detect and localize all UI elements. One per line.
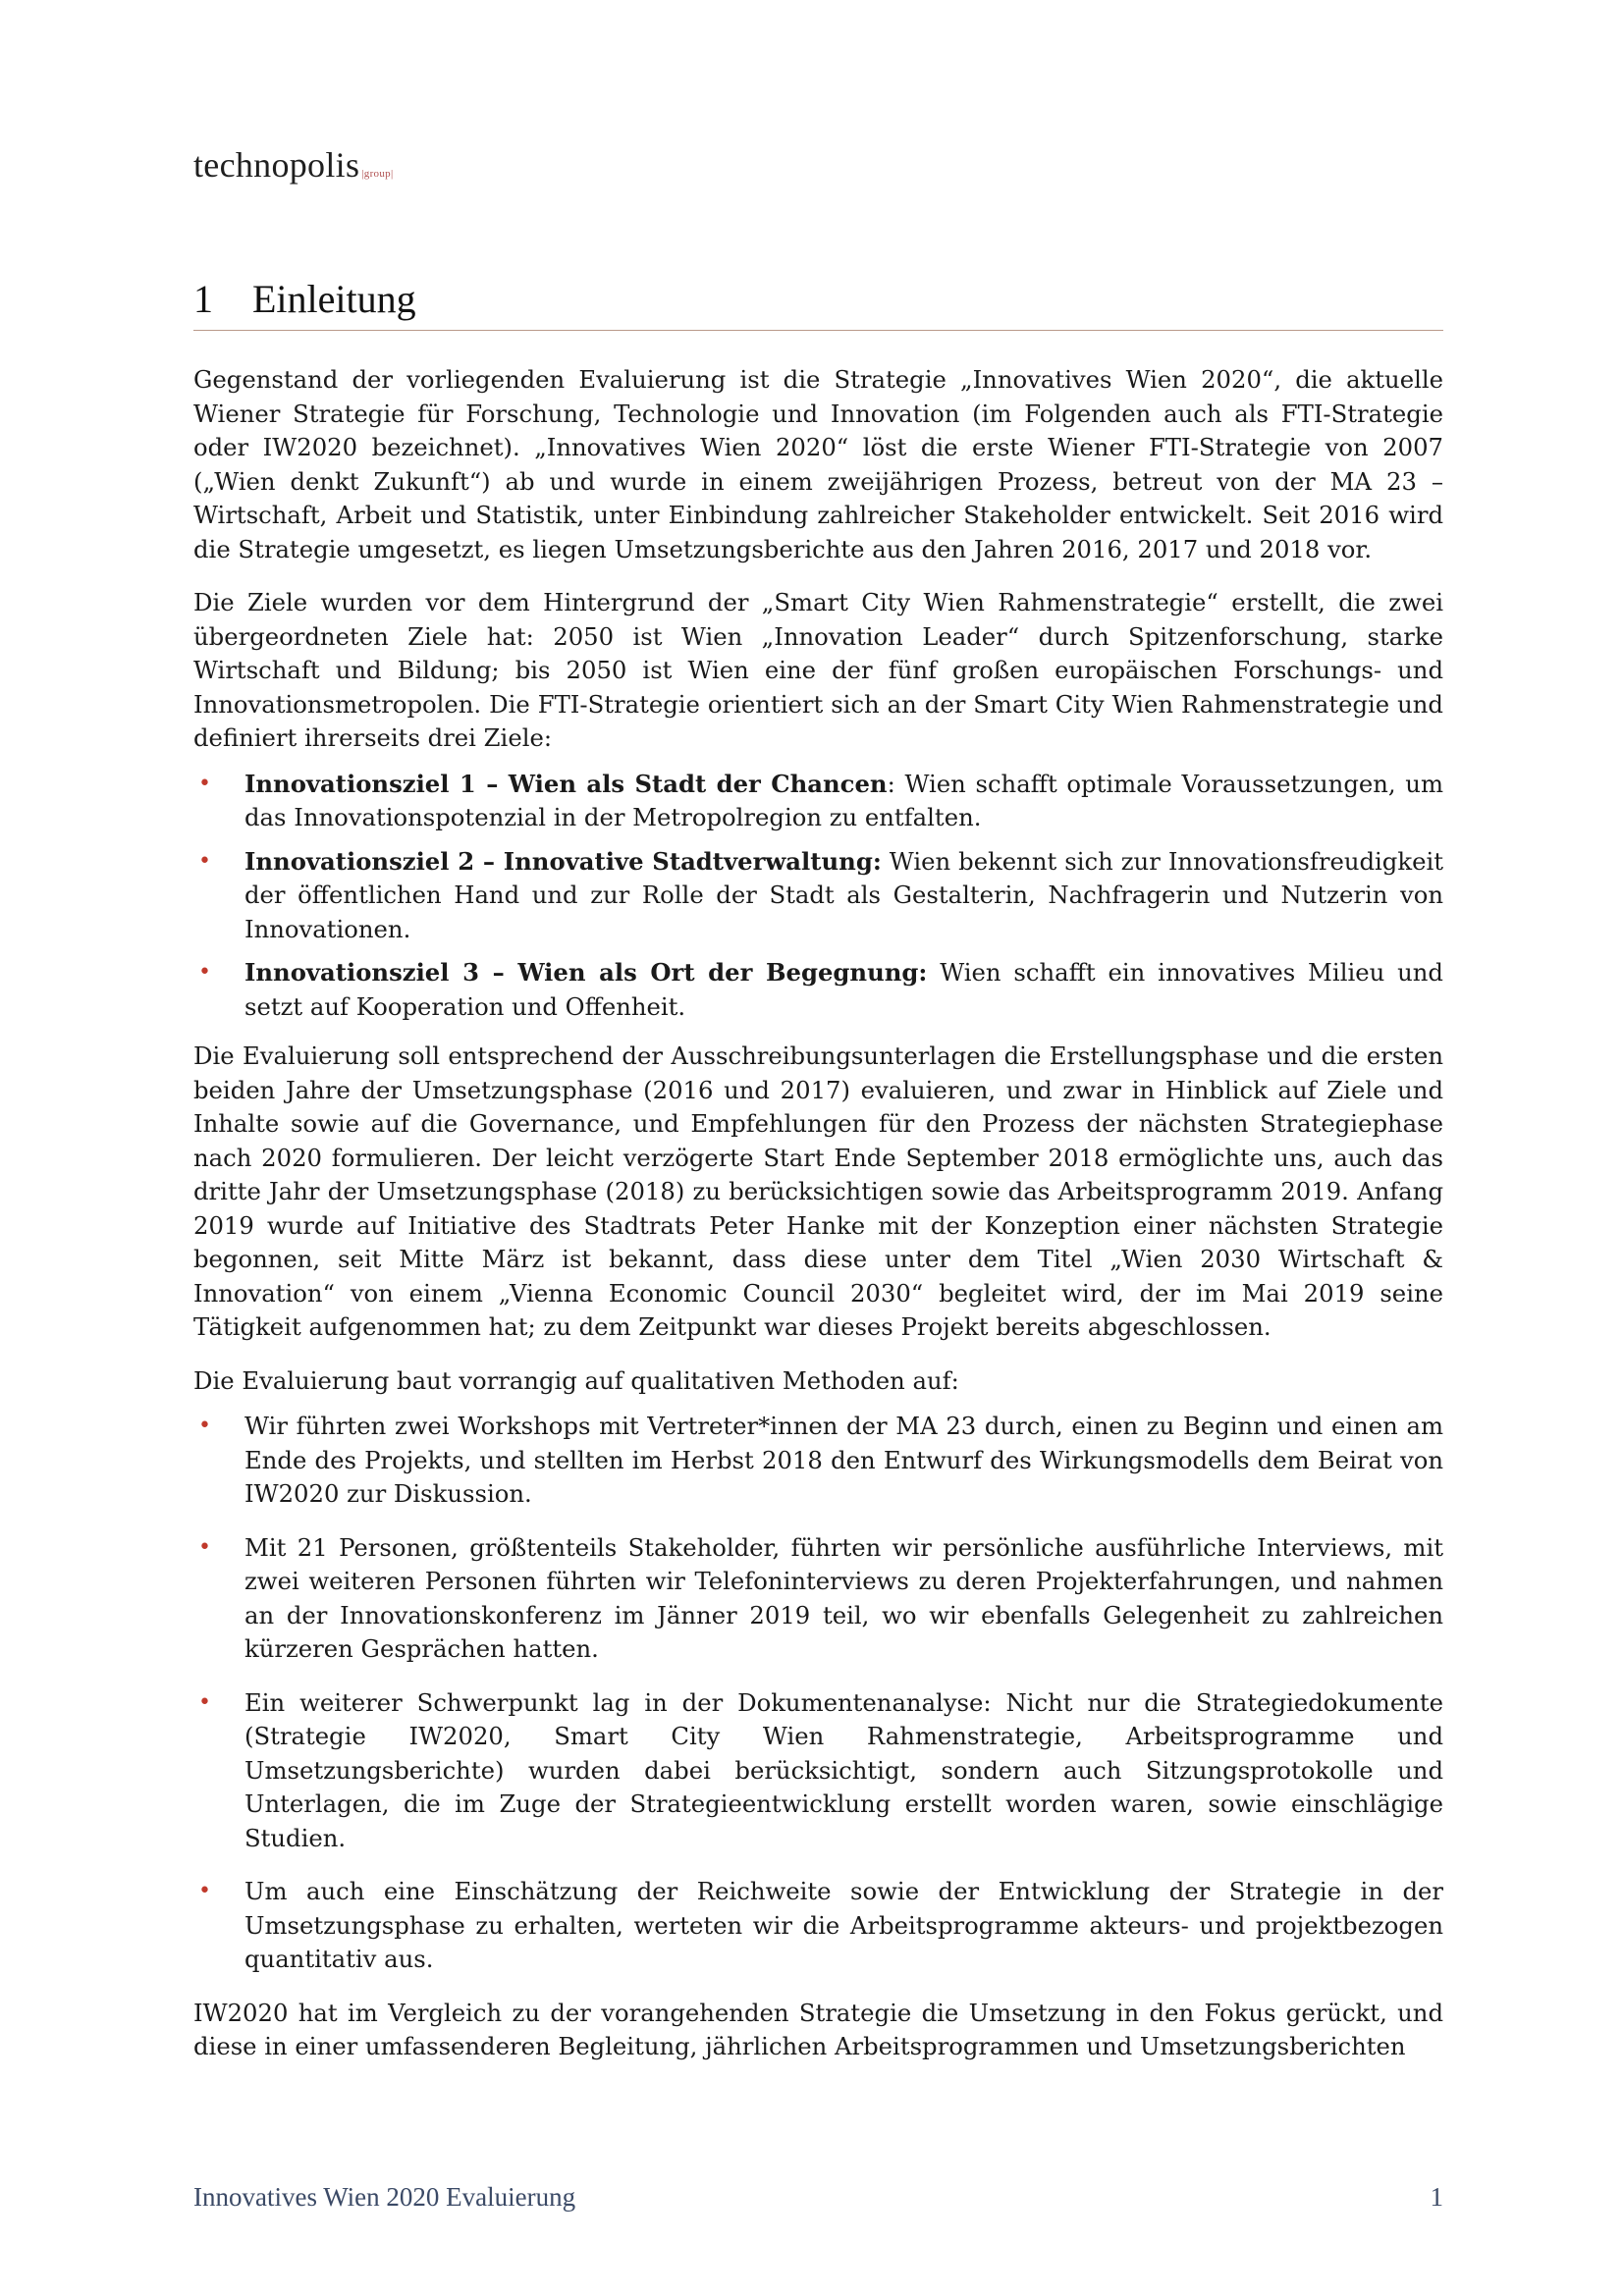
paragraph-implementation: IW2020 hat im Vergleich zu der vorangehenden Strategie die Umsetzung in den Fokus gerückt, und diese in einer umfassenderen Begleitung, jährlichen Arbeitsprogrammen und Umsetzungsberichten [193, 1998, 1443, 2060]
footer-title: Innovatives Wien 2020 Evaluierung [193, 2182, 576, 2212]
paragraph-intro: Gegenstand der vorliegenden Evaluierung ist die Strategie „Innovatives Wien 2020“, die aktuelle Wiener Strategie für Forschung, Technologie und Innovation (im Folgenden auch als FTI-Strategie oder IW2020 bezeichnet). „Innovatives Wien 2020“ löst die erste Wiener FTI-Strategie von 2007 („Wien denkt Zukunft“) ab und wurde in einem zweijährigen Prozess, betreut von der MA 23 – Wirtschaft, Arbeit und Statistik, unter Einbindung zahlreicher Stakeholder entwickelt. Seit 2016 wird die Strategie umgesetzt, es liegen Umsetzungsberichte aus den Jahren 2016, 2017 und 2018 vor. [193, 365, 1443, 563]
bullet-icon: • [198, 960, 211, 985]
list-item [193, 956, 1443, 1024]
logo-text: technopolis [193, 145, 360, 185]
list-item [193, 1875, 1443, 1977]
method-text: Um auch eine Einschätzung der Reichweite sowie der Entwicklung der Strategie in der Umsetzungsphase zu erhalten, werteten wir die Arbeitsprogramme akteurs- und projektbezogen quantitativ aus. [244, 1877, 1443, 1973]
paragraph-evaluation-scope: Die Evaluierung soll entsprechend der Ausschreibungsunterlagen die Erstellungsphase und die ersten beiden Jahre der Umsetzungsphase (2016 und 2017) evaluieren, und zwar in Hinblick auf Ziele und Inhalte sowie auf die Governance, und Empfehlungen für den Prozess der nächsten Strategiephase nach 2020 formulieren. Der leicht verzögerte Start Ende September 2018 ermöglichte uns, auch das dritte Jahr der Umsetzungsphase (2018) zu berücksichtigen sowie das Arbeitsprogramm 2019. Anfang 2019 wurde auf Initiative des Stadtrats Peter Hanke mit der Konzeption einer nächsten Strategie begonnen, seit Mitte März ist bekannt, dass diese unter dem Titel „Wien 2030 Wirtschaft & Innovation“ von einem „Vienna Economic Council 2030“ begleitet wird, der im Mai 2019 seine Tätigkeit aufgenommen hat; zu dem Zeitpunkt war dieses Projekt bereits abgeschlossen. [193, 1041, 1443, 1341]
list-item [193, 1686, 1443, 1856]
paragraph-goals-context: Die Ziele wurden vor dem Hintergrund der „Smart City Wien Rahmenstrategie“ erstellt, die zwei übergeordneten Ziele hat: 2050 ist Wien „Innovation Leader“ durch Spitzenforschung, starke Wirtschaft und Bildung; bis 2050 ist Wien eine der fünf großen europäischen Forschungs- und Innovationsmetropolen. Die FTI-Strategie orientiert sich an der Smart City Wien Rahmenstrategie und definiert ihrerseits drei Ziele: [193, 588, 1443, 752]
bullet-icon: • [198, 1414, 211, 1438]
technopolis-logo [193, 147, 393, 183]
list-item [193, 768, 1443, 835]
list-item [193, 1531, 1443, 1667]
paragraph-methods-intro: Die Evaluierung baut vorrangig auf qualitativen Methoden auf: [193, 1365, 959, 1395]
goal-title: Innovationsziel 1 – Wien als Stadt der Chancen [244, 769, 888, 798]
goal-title: Innovationsziel 3 – Wien als Ort der Begegnung: [244, 958, 928, 987]
page-number: 1 [1430, 2182, 1443, 2212]
methods-list [193, 1410, 1443, 1977]
logo-group-suffix: |group| [361, 168, 394, 180]
method-text: Wir führten zwei Workshops mit Vertreter*innen der MA 23 durch, einen zu Beginn und einen am Ende des Projekts, und stellten im Herbst 2018 den Entwurf des Wirkungsmodells dem Beirat von IW2020 zur Diskussion. [244, 1412, 1443, 1508]
bullet-icon: • [198, 1534, 211, 1560]
goal-text: Wien bekennt sich zur Innovationsfreudigkeit der öffentlichen Hand und zur Rolle der Stadt als Gestalterin, Nachfragerin und Nutzerin von Innovationen. [244, 846, 1443, 943]
goal-title: Innovationsziel 2 – Innovative Stadtverwaltung: [244, 846, 882, 876]
section-title: Einleitung [252, 277, 416, 321]
bullet-icon: • [198, 848, 211, 874]
page-footer [193, 2182, 1443, 2213]
goal-text: : Wien schafft optimale Voraussetzungen, um das Innovationspotenzial in der Metropolregion zu entfalten. [244, 769, 1443, 831]
section-number: 1 [193, 277, 213, 321]
list-item [193, 845, 1443, 947]
section-heading [193, 278, 1443, 331]
method-text: Ein weiterer Schwerpunkt lag in der Dokumentenanalyse: Nicht nur die Strategiedokumente (Strategie IW2020, Smart City Wien Rahmenstrategie, Arbeitsprogramme und Umsetzungsberichte) wurden dabei berücksichtigt, sondern auch Sitzungsprotokolle und Unterlagen, die im Zuge der Strategieentwicklung erstellt worden waren, sowie einschlägige Studien. [244, 1687, 1443, 1852]
document-body [193, 363, 1443, 2084]
method-text: Mit 21 Personen, größtenteils Stakeholder, führten wir persönliche ausführliche Interviews, mit zwei weiteren Personen führten wir Telefoninterviews zu deren Projekterfahrungen, und nahmen an der Innovationskonferenz im Jänner 2019 teil, wo wir ebenfalls Gelegenheit zu zahlreichen kürzeren Gesprächen hatten. [244, 1532, 1443, 1663]
bullet-icon: • [198, 1879, 211, 1903]
goal-text: Wien schafft ein innovatives Milieu und setzt auf Kooperation und Offenheit. [244, 958, 1443, 1021]
list-item [193, 1410, 1443, 1512]
bullet-icon: • [198, 1689, 211, 1715]
bullet-icon: • [198, 771, 211, 796]
goals-list [193, 768, 1443, 1025]
